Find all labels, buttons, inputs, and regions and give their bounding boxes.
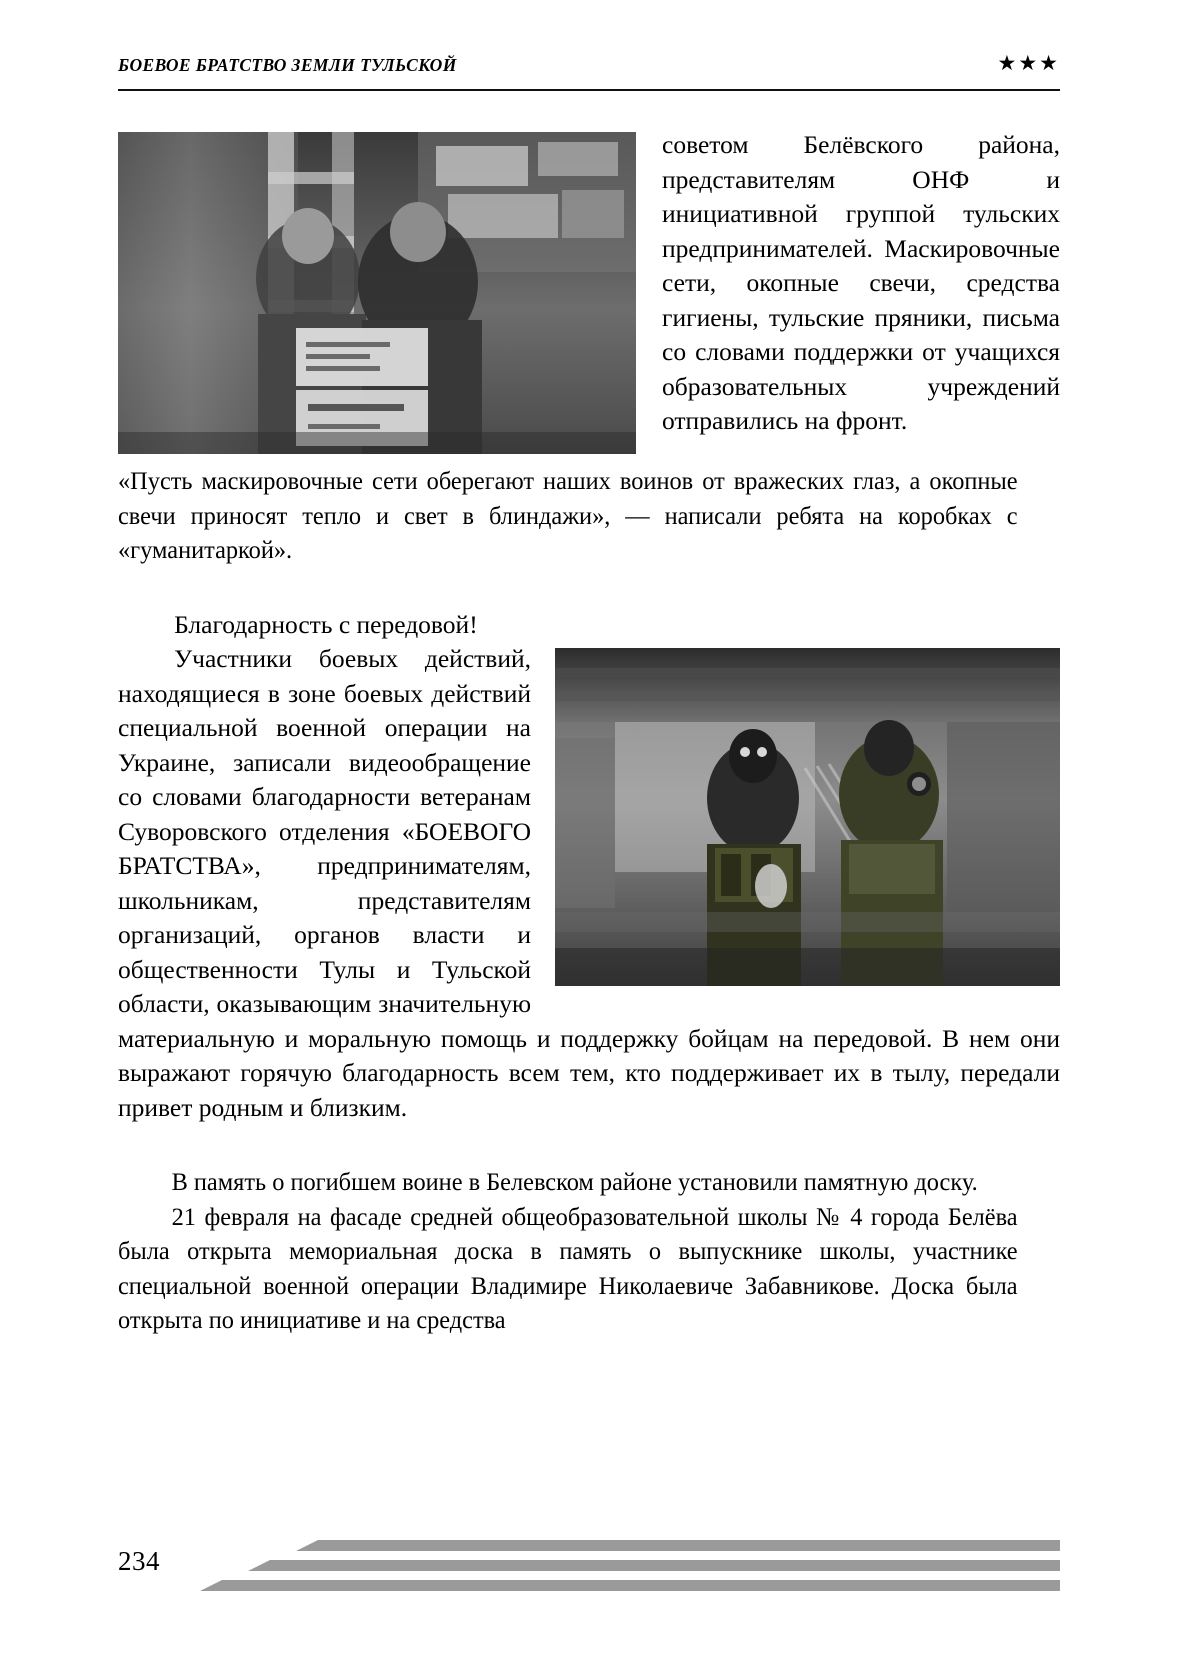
footer-decorative-bars — [192, 1538, 1060, 1600]
page-number: 234 — [118, 1546, 160, 1576]
page-footer — [118, 1538, 1060, 1602]
paragraph-video-address-gratitude: Участники боевых действий, находящиеся в зоне боевых действий специальной военной операции на Украине, записали видеообращение со словами благодарности ветеранам Суворовского отделения «БОЕВОГО БРАТСТВА», предпринимателям, школьникам, представителям организаций, органов власти и общественности Тулы и Тульской области, оказывающим значительную материальную и моральную помощь и поддержку бойцам на передовой. В нем они выражают горячую благодарность всем тем, кто поддерживает их в тылу, передали привет родным и близким. — [118, 644, 1060, 1122]
photo-image — [118, 132, 636, 454]
photo-humanitarian-aid — [118, 132, 636, 454]
heading-gratitude-from-front: Благодарность с передовой! — [174, 609, 478, 639]
running-head-title: БОЕВОЕ БРАТСТВО ЗЕМЛИ ТУЛЬСКОЙ — [118, 55, 457, 75]
photo-1-graphic — [118, 132, 636, 454]
paragraph-memorial-plaque-details: 21 февраля на фасаде средней общеобразовательной школы № 4 города Белёва была открыта мемориальная доска в память о выпускнике школы, участнике специальной военной операции Владимире Николаевиче Забавникове. Доска была открыта по инициативе и на средства — [118, 1201, 1018, 1334]
photo-image — [555, 648, 1060, 986]
footer-bar-2 — [248, 1560, 1060, 1571]
footer-bar-3 — [200, 1580, 1060, 1591]
heading-memorial-plaque: В память о погибшем воине в Белевском районе установили памятную доску. — [171, 1167, 978, 1196]
photo-2-graphic — [555, 648, 1060, 986]
header-rule — [118, 89, 1060, 91]
three-stars-icon: ★★★ — [997, 51, 1060, 75]
running-head — [118, 51, 1060, 95]
paragraph-spacer — [118, 568, 1060, 608]
footer-bar-1 — [296, 1540, 1060, 1551]
paragraph-continuation-right-column: советом Белёвского района, представителям ОНФ и инициативной группой тульских предпринимателей. Маскировочные сети, окопные свечи, средства гигиены, тульские пряники, письма со словами поддержки от учащихся образовательных учреждений отправились на фронт. — [662, 130, 1060, 435]
paragraph-quote-camouflage-nets: «Пусть маскировочные сети оберегают наших воинов от вражеских глаз, а окопные свечи приносят тепло и свет в блиндажи», — написали ребята на коробках с «гуманитаркой». — [118, 466, 1018, 564]
photo-soldiers-in-dugout — [555, 648, 1060, 986]
paragraph-spacer — [118, 1125, 1060, 1165]
page-content — [118, 128, 1060, 1338]
